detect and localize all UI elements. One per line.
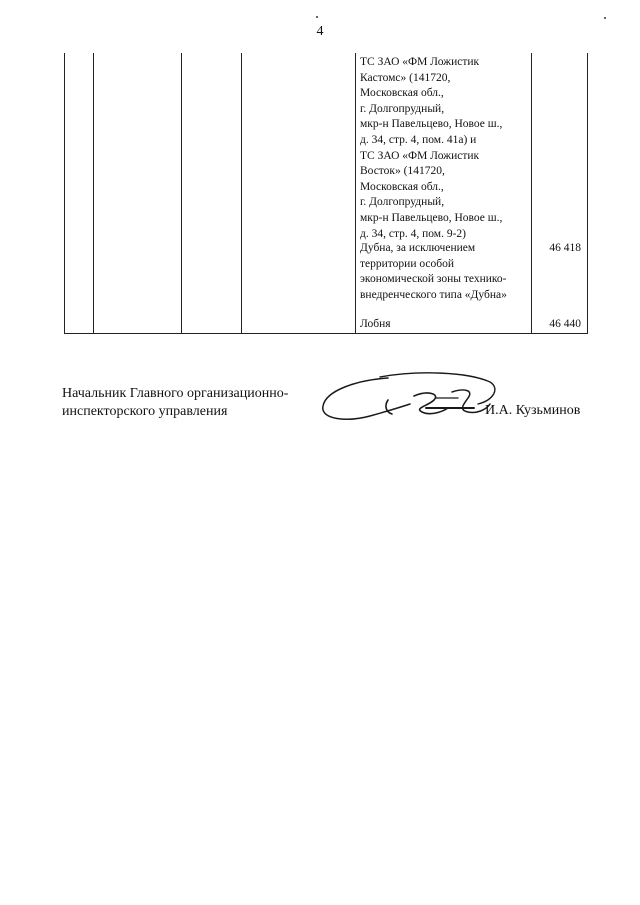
- table-cell-empty: [94, 53, 182, 333]
- scan-speck: [316, 16, 318, 18]
- table-cell-empty: [65, 53, 94, 333]
- code-entry: 46 418: [549, 242, 581, 254]
- code-entry: [532, 55, 587, 241]
- table-cell-empty: [182, 53, 242, 333]
- page-number: 4: [316, 24, 324, 39]
- handwritten-signature: [318, 368, 508, 430]
- signer-name: И.А. Кузьминов: [485, 403, 581, 418]
- code-entry: 46 440: [549, 318, 581, 330]
- document-table: [64, 53, 587, 333]
- code-cell: [532, 53, 588, 333]
- location-cell: [356, 53, 532, 333]
- location-entry: Дубна, за исключением территории особой экономической зоны технико- внедренческого типа «Дубна»: [360, 242, 507, 301]
- signer-title: Начальник Главного организационно- инспекторского управления: [62, 386, 289, 419]
- scan-speck: [604, 17, 606, 19]
- location-entry: Лобня: [360, 318, 391, 330]
- table-cell-empty: [242, 53, 356, 333]
- location-entry: ТС ЗАО «ФМ Ложистик Кастомс» (141720, Московская обл., г. Долгопрудный, мкр-н Павельцево, Новое ш., д. 34, стр. 4, пом. 41а) и ТС ЗАО «ФМ Ложистик Восток» (141720, Московская обл., г. Долгопрудный, мкр-н Павельцево, Новое ш., д. 34, стр. 4, пом. 9-2): [360, 56, 503, 240]
